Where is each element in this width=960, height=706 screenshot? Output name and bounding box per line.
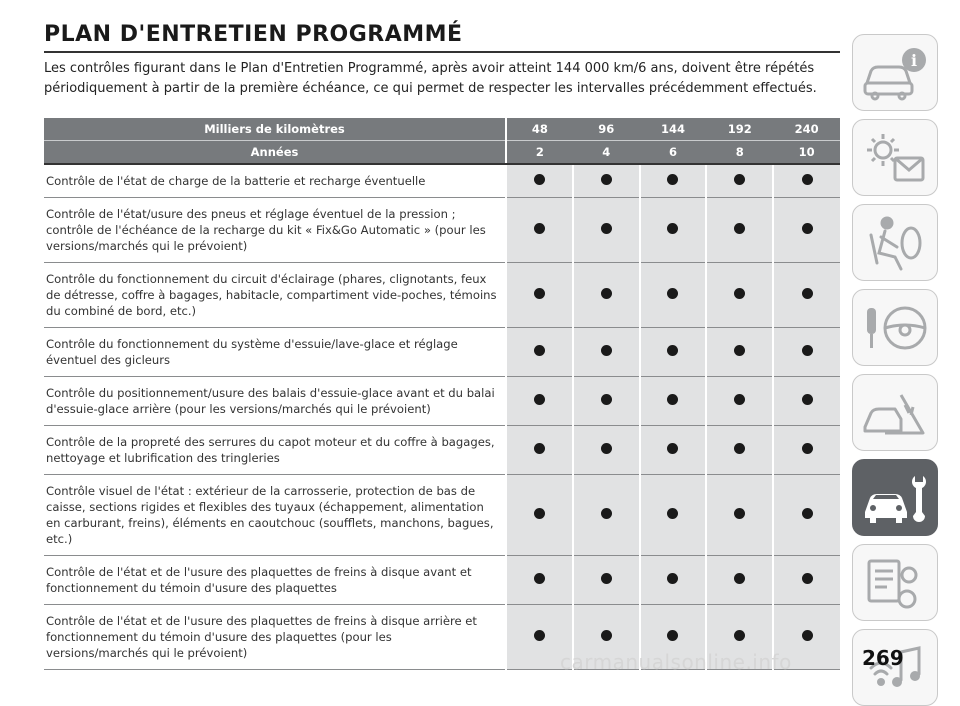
row-description: Contrôle de l'état et de l'usure des plaquettes de freins à disque avant et fonctionnement du témoin d'usure des plaquettes: [44, 556, 506, 605]
interval-cell: [706, 263, 773, 328]
table-row: [44, 328, 840, 377]
chapter-tab[interactable]: [852, 119, 938, 196]
check-dot: [601, 443, 612, 454]
interval-cell: [773, 377, 840, 426]
check-dot: [667, 630, 678, 641]
row-description: Contrôle de la propreté des serrures du capot moteur et du coffre à bagages, nettoyage et lubrification des tringleries: [44, 426, 506, 475]
years-header-cell: 10: [773, 141, 840, 165]
interval-cell: [573, 426, 640, 475]
km-header-row: [44, 118, 840, 141]
check-dot: [667, 288, 678, 299]
interval-cell: [706, 164, 773, 198]
interval-cell: [573, 328, 640, 377]
check-dot: [667, 345, 678, 356]
interval-cell: [706, 426, 773, 475]
table-row: [44, 164, 840, 198]
interval-cell: [773, 475, 840, 556]
interval-cell: [506, 377, 573, 426]
check-dot: [601, 573, 612, 584]
row-description: Contrôle du positionnement/usure des balais d'essuie-glace avant et du balai d'essuie-glace arrière (pour les versions/marchés qui le prévoient): [44, 377, 506, 426]
check-dot: [534, 443, 545, 454]
title-underline: [44, 51, 840, 53]
km-header-label: Milliers de kilomètres: [44, 118, 506, 141]
check-dot: [601, 508, 612, 519]
interval-cell: [640, 198, 707, 263]
check-dot: [534, 573, 545, 584]
car-info-icon: [861, 43, 931, 103]
check-dot: [734, 174, 745, 185]
chapter-tab[interactable]: [852, 34, 938, 111]
interval-cell: [773, 198, 840, 263]
check-dot: [667, 394, 678, 405]
dashboard-lights-icon: [861, 128, 931, 188]
table-row: [44, 377, 840, 426]
interval-cell: [640, 263, 707, 328]
km-header-cell: 96: [573, 118, 640, 141]
check-dot: [534, 223, 545, 234]
interval-cell: [706, 198, 773, 263]
chapter-tab[interactable]: [852, 204, 938, 281]
check-dot: [802, 345, 813, 356]
row-description: Contrôle du fonctionnement du circuit d'éclairage (phares, clignotants, feux de détresse, coffre à bagages, habitacle, compartiment vide-poches, témoins du combiné de bord, etc.): [44, 263, 506, 328]
check-dot: [734, 345, 745, 356]
km-header-cell: 144: [640, 118, 707, 141]
check-dot: [601, 394, 612, 405]
check-dot: [534, 630, 545, 641]
interval-cell: [640, 164, 707, 198]
interval-cell: [640, 328, 707, 377]
interval-cell: [640, 377, 707, 426]
interval-cell: [706, 328, 773, 377]
interval-cell: [573, 198, 640, 263]
check-dot: [534, 288, 545, 299]
years-header-label: Années: [44, 141, 506, 165]
check-dot: [802, 288, 813, 299]
interval-cell: [706, 556, 773, 605]
check-dot: [734, 573, 745, 584]
check-dot: [802, 443, 813, 454]
years-header-cell: 6: [640, 141, 707, 165]
table-row: [44, 475, 840, 556]
check-dot: [802, 394, 813, 405]
check-dot: [734, 223, 745, 234]
interval-cell: [506, 556, 573, 605]
check-dot: [734, 443, 745, 454]
row-description: Contrôle du fonctionnement du système d'essuie/lave-glace et réglage éventuel des gicleurs: [44, 328, 506, 377]
check-dot: [534, 508, 545, 519]
check-dot: [667, 443, 678, 454]
table-row: [44, 556, 840, 605]
steering-wheel-key-icon: [861, 298, 931, 358]
car-maintenance-icon: [861, 468, 931, 528]
interval-cell: [773, 556, 840, 605]
years-header-cell: 4: [573, 141, 640, 165]
check-dot: [667, 174, 678, 185]
interval-cell: [506, 263, 573, 328]
interval-cell: [773, 426, 840, 475]
table-row: [44, 263, 840, 328]
interval-cell: [706, 377, 773, 426]
check-dot: [601, 345, 612, 356]
row-description: Contrôle de l'état/usure des pneus et réglage éventuel de la pression ; contrôle de l'échéance de la recharge du kit « Fix&Go Automatic » (pour les versions/marchés qui le prévoient): [44, 198, 506, 263]
interval-cell: [506, 198, 573, 263]
row-description: Contrôle de l'état de charge de la batterie et recharge éventuelle: [44, 164, 506, 198]
interval-cell: [640, 475, 707, 556]
check-dot: [734, 394, 745, 405]
chapter-tab[interactable]: [852, 544, 938, 621]
years-header-cell: 2: [506, 141, 573, 165]
specifications-gear-icon: [861, 553, 931, 613]
intro-paragraph: Les contrôles figurant dans le Plan d'Entretien Programmé, après avoir atteint 144 000 km/6 ans, doivent être répétés périodiquement à partir de la première échéance, ce qui permet de respecter les intervalles précédemment effectués.: [44, 61, 817, 96]
chapter-tab[interactable]: [852, 374, 938, 451]
interval-cell: [706, 475, 773, 556]
interval-cell: [573, 263, 640, 328]
years-header-cell: 8: [706, 141, 773, 165]
interval-cell: [506, 426, 573, 475]
check-dot: [601, 174, 612, 185]
interval-cell: [640, 426, 707, 475]
row-description: Contrôle de l'état et de l'usure des plaquettes de freins à disque arrière et fonctionnement du témoin d'usure des plaquettes (pour les versions/marchés qui le prévoient): [44, 605, 506, 670]
check-dot: [534, 174, 545, 185]
interval-cell: [773, 164, 840, 198]
check-dot: [802, 223, 813, 234]
interval-cell: [773, 263, 840, 328]
table-row: [44, 426, 840, 475]
check-dot: [802, 174, 813, 185]
row-description: Contrôle visuel de l'état : extérieur de la carrosserie, protection de bas de caisse, sections rigides et flexibles des tuyaux (échappement, alimentation en carburant, freins), éléments en caoutchouc (soufflets, manchons, bagues, etc.): [44, 475, 506, 556]
svg-text:i: i: [910, 51, 918, 70]
interval-cell: [573, 377, 640, 426]
chapter-tab-active[interactable]: [852, 459, 938, 536]
check-dot: [802, 508, 813, 519]
check-dot: [601, 223, 612, 234]
watermark: carmanualsonline.info: [560, 650, 792, 674]
km-header-cell: 192: [706, 118, 773, 141]
check-dot: [734, 288, 745, 299]
km-header-cell: 48: [506, 118, 573, 141]
interval-cell: [506, 164, 573, 198]
check-dot: [601, 630, 612, 641]
check-dot: [534, 345, 545, 356]
page-title: PLAN D'ENTRETIEN PROGRAMMÉ: [44, 22, 463, 47]
check-dot: [667, 508, 678, 519]
accident-warning-icon: [861, 383, 931, 443]
interval-cell: [573, 475, 640, 556]
check-dot: [534, 394, 545, 405]
interval-cell: [773, 328, 840, 377]
check-dot: [601, 288, 612, 299]
interval-cell: [640, 556, 707, 605]
check-dot: [734, 630, 745, 641]
check-dot: [667, 573, 678, 584]
interval-cell: [573, 556, 640, 605]
check-dot: [667, 223, 678, 234]
table-row: [44, 198, 840, 263]
check-dot: [802, 630, 813, 641]
years-header-row: [44, 141, 840, 165]
km-header-cell: 240: [773, 118, 840, 141]
interval-cell: [506, 475, 573, 556]
maintenance-table: [44, 118, 840, 670]
page-number: 269: [862, 646, 904, 670]
interval-cell: [573, 164, 640, 198]
airbag-seat-icon: [861, 213, 931, 273]
chapter-tab[interactable]: [852, 289, 938, 366]
interval-cell: [506, 328, 573, 377]
check-dot: [734, 508, 745, 519]
check-dot: [802, 573, 813, 584]
